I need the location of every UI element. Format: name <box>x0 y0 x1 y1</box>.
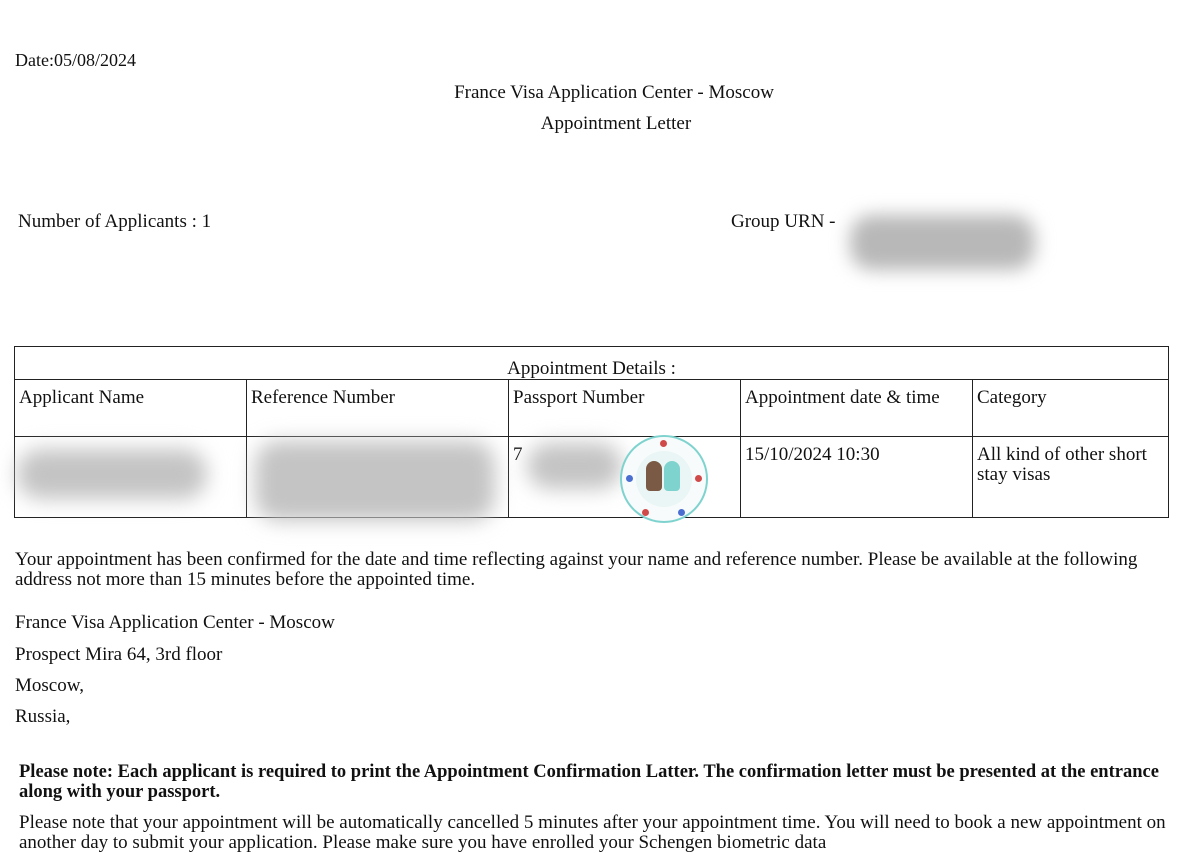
travel-logo-watermark <box>620 435 708 523</box>
address-line-country: Russia, <box>15 706 71 727</box>
column-header-applicant-name: Applicant Name <box>15 380 247 437</box>
passport-number-visible: 7 <box>513 444 523 465</box>
reference-number-cell <box>247 437 509 518</box>
table-row <box>15 437 1169 518</box>
appointment-details-table <box>14 346 1169 518</box>
applicant-name-redaction <box>17 449 207 499</box>
appointment-datetime-cell: 15/10/2024 10:30 <box>741 437 973 518</box>
print-requirement-note: Please note: Each applicant is required to print the Appointment Confirmation Latter. The confirmation letter must be presented at the entrance along with your passport. <box>19 762 1159 802</box>
confirmation-paragraph: Your appointment has been confirmed for the date and time reflecting against your name and reference number. Please be available at the following address not more than 15 minutes before the appointed time. <box>15 549 1138 590</box>
address-line-city: Moscow, <box>15 675 84 696</box>
center-name-heading: France Visa Application Center - Moscow <box>454 82 774 103</box>
category-cell: All kind of other short stay visas <box>973 437 1169 518</box>
group-urn-redaction <box>850 215 1035 270</box>
address-line-street: Prospect Mira 64, 3rd floor <box>15 644 223 665</box>
reference-number-redaction <box>255 441 495 521</box>
table-header-row <box>15 380 1169 437</box>
letter-title: Appointment Letter <box>540 113 692 134</box>
column-header-category: Category <box>973 380 1169 437</box>
column-header-reference-number: Reference Number <box>247 380 509 437</box>
number-of-applicants: Number of Applicants : 1 <box>18 211 212 232</box>
address-line-center: France Visa Application Center - Moscow <box>15 612 335 633</box>
group-urn-label: Group URN - <box>731 211 836 232</box>
table-caption: Appointment Details : <box>15 347 1169 380</box>
column-header-appointment-datetime: Appointment date & time <box>741 380 973 437</box>
letter-date: Date:05/08/2024 <box>15 50 136 70</box>
applicant-name-cell <box>15 437 247 518</box>
cancellation-note: Please note that your appointment will be automatically cancelled 5 minutes after your appointment time. You will need to book a new appointment on another day to submit your application. Please make sure you have enrolled your Schengen biometric data <box>19 812 1166 853</box>
column-header-passport-number: Passport Number <box>509 380 741 437</box>
passport-number-redaction <box>527 443 622 489</box>
